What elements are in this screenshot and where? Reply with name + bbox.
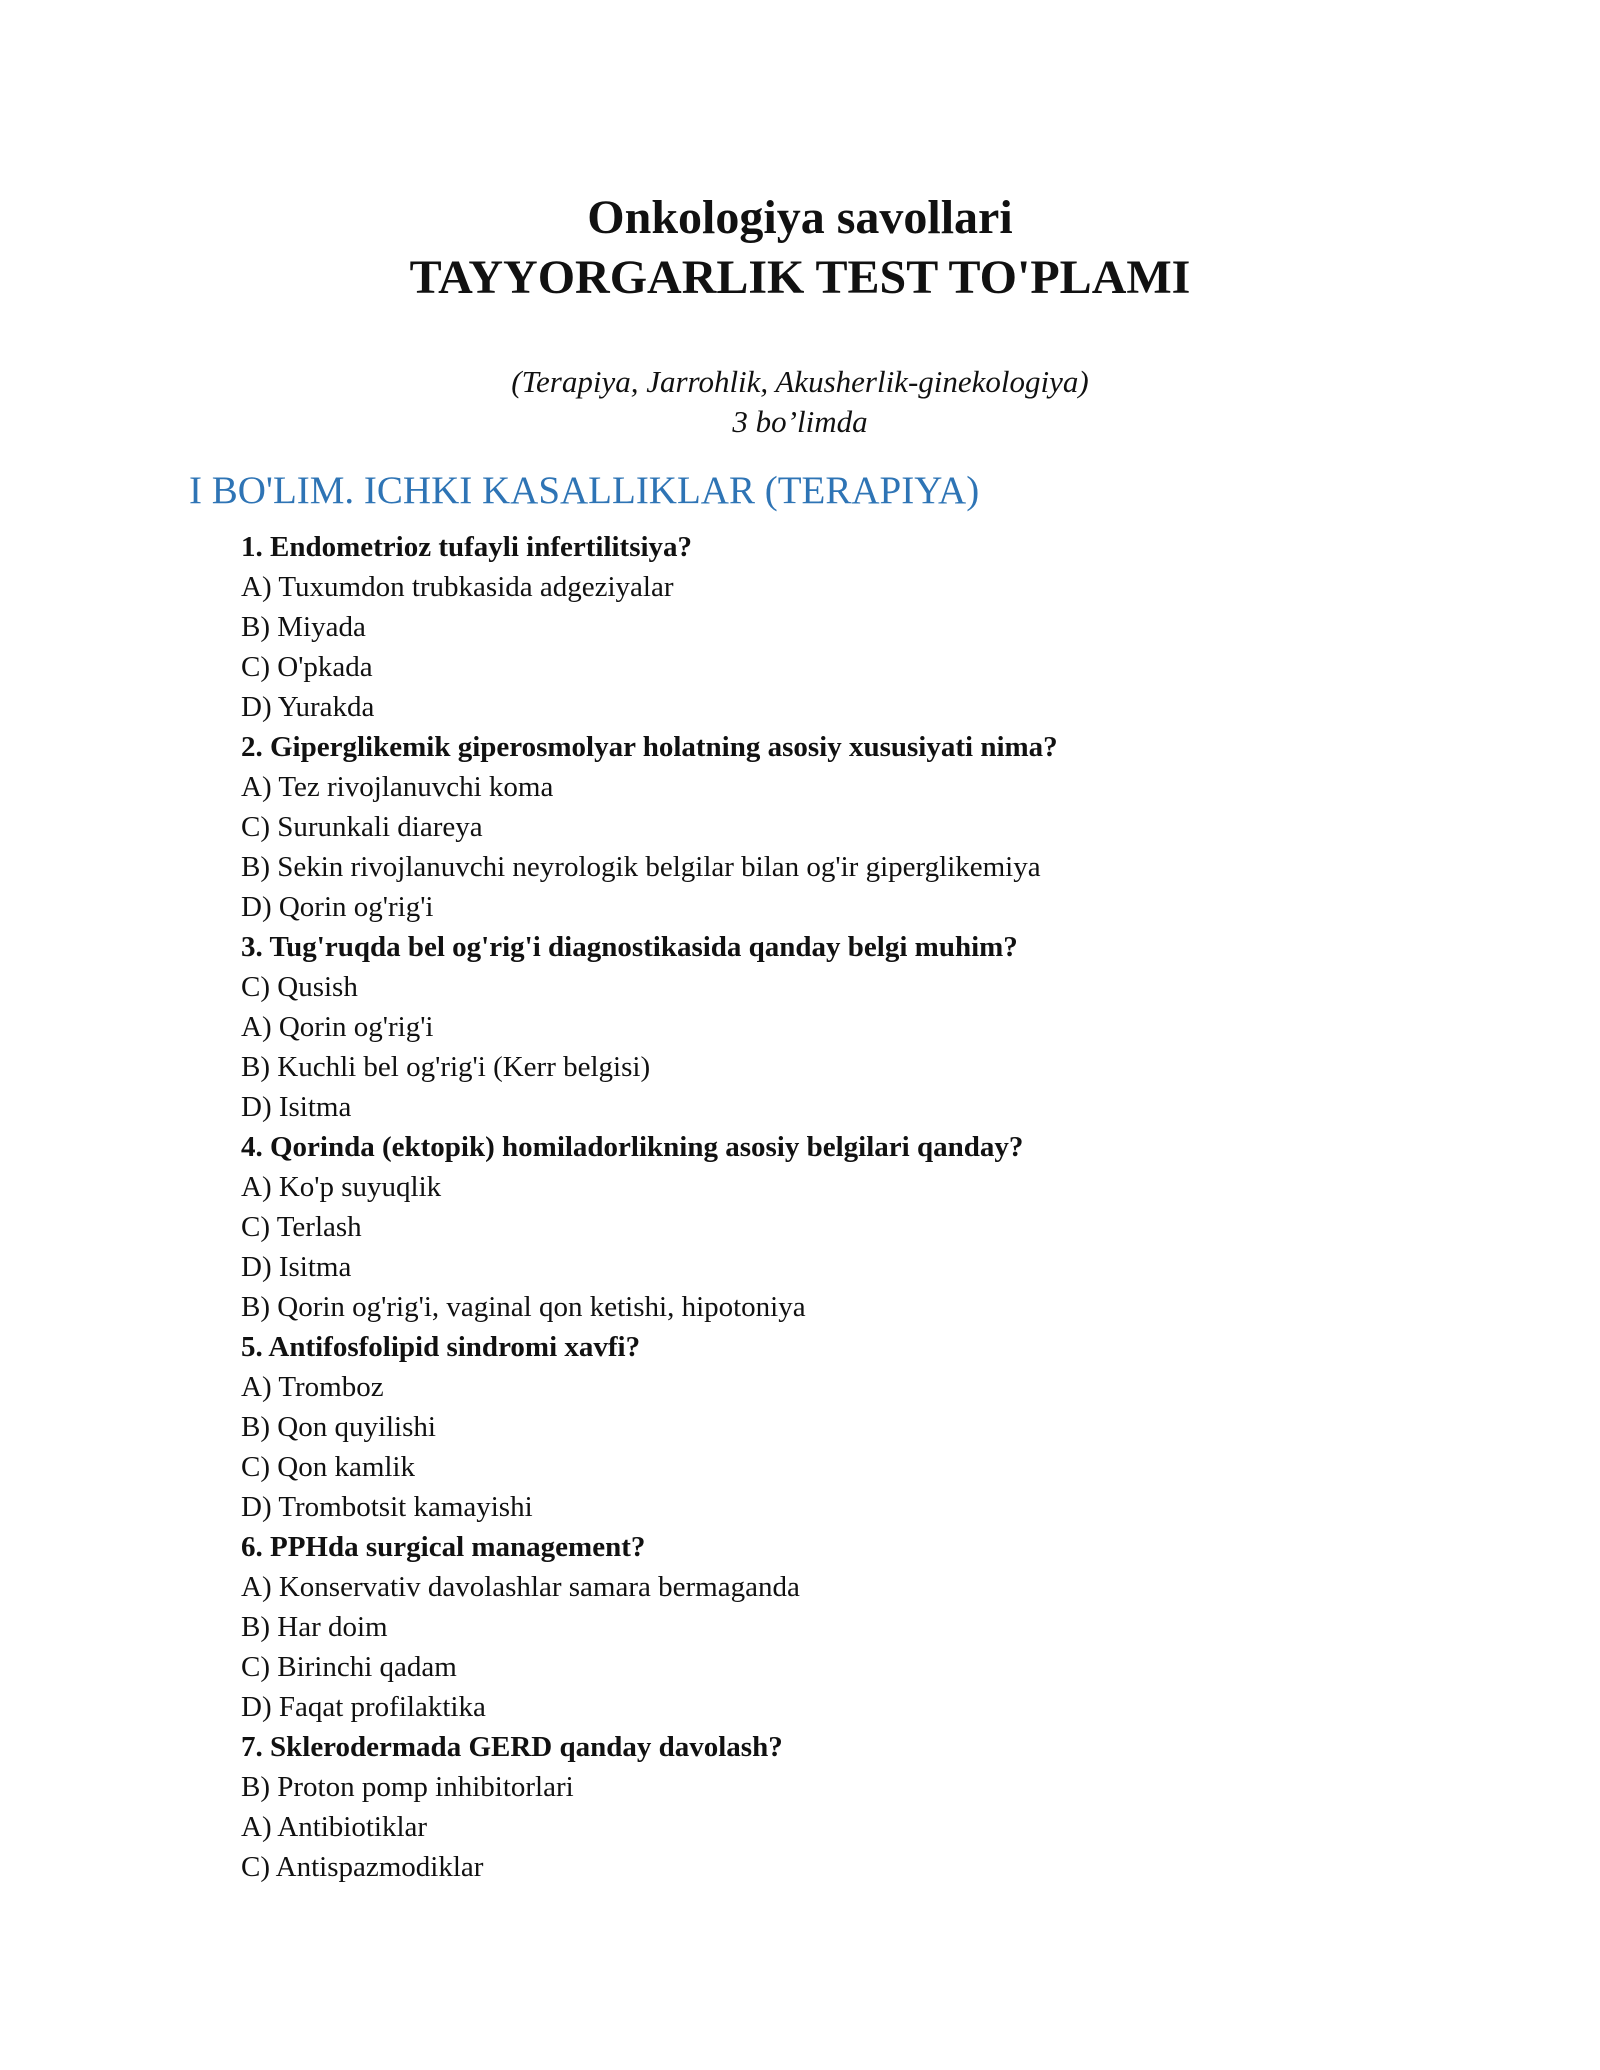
answer-option: D) Trombotsit kamayishi bbox=[241, 1491, 533, 1523]
answer-option: C) Birinchi qadam bbox=[241, 1651, 457, 1683]
answer-option: D) Isitma bbox=[241, 1251, 352, 1283]
question-title: 4. Qorinda (ektopik) homiladorlikning asosiy belgilari qanday? bbox=[241, 1131, 1024, 1163]
answer-option: A) Tez rivojlanuvchi koma bbox=[241, 771, 554, 803]
answer-option: C) Antispazmodiklar bbox=[241, 1851, 484, 1883]
answer-options bbox=[241, 1767, 1541, 1887]
answer-option: D) Isitma bbox=[241, 1091, 352, 1123]
answer-option: B) Miyada bbox=[241, 611, 366, 643]
question-item bbox=[241, 1727, 1541, 1887]
document-title-line-2: TAYYORGARLIK TEST TO'PLAMI bbox=[409, 251, 1191, 304]
subtitle-block bbox=[0, 362, 1600, 442]
answer-options bbox=[241, 1567, 1541, 1727]
question-title: 5. Antifosfolipid sindromi xavfi? bbox=[241, 1331, 641, 1363]
answer-option: B) Qon quyilishi bbox=[241, 1411, 436, 1443]
answer-option: C) Qon kamlik bbox=[241, 1451, 415, 1483]
answer-option: B) Qorin og'rig'i, vaginal qon ketishi, hipotoniya bbox=[241, 1291, 806, 1323]
subtitle-line-1: (Terapiya, Jarrohlik, Akusherlik-ginekologiya) bbox=[511, 364, 1089, 399]
answer-option: A) Tromboz bbox=[241, 1371, 384, 1403]
answer-option: A) Qorin og'rig'i bbox=[241, 1011, 434, 1043]
answer-options bbox=[241, 1367, 1541, 1527]
answer-option: B) Sekin rivojlanuvchi neyrologik belgilar bilan og'ir giperglikemiya bbox=[241, 851, 1041, 883]
answer-option: D) Qorin og'rig'i bbox=[241, 891, 434, 923]
document-title-line-1: Onkologiya savollari bbox=[587, 191, 1013, 244]
answer-options bbox=[241, 967, 1541, 1127]
answer-option: A) Konservativ davolashlar samara bermaganda bbox=[241, 1571, 800, 1603]
answer-option: D) Faqat profilaktika bbox=[241, 1691, 486, 1723]
question-title: 2. Giperglikemik giperosmolyar holatning asosiy xususiyati nima? bbox=[241, 731, 1058, 763]
answer-option: D) Yurakda bbox=[241, 691, 375, 723]
answer-option: A) Ko'p suyuqlik bbox=[241, 1171, 442, 1203]
question-item bbox=[241, 1127, 1541, 1327]
answer-option: A) Tuxumdon trubkasida adgeziyalar bbox=[241, 571, 674, 603]
answer-option: B) Har doim bbox=[241, 1611, 388, 1643]
answer-options bbox=[241, 767, 1541, 927]
question-list bbox=[241, 527, 1541, 1887]
answer-option: C) O'pkada bbox=[241, 651, 373, 683]
title-block bbox=[0, 188, 1600, 308]
question-item bbox=[241, 1327, 1541, 1527]
answer-option: A) Antibiotiklar bbox=[241, 1811, 428, 1843]
question-title: 3. Tug'ruqda bel og'rig'i diagnostikasida qanday belgi muhim? bbox=[241, 931, 1018, 963]
question-title: 1. Endometrioz tufayli infertilitsiya? bbox=[241, 531, 693, 563]
answer-option: B) Proton pomp inhibitorlari bbox=[241, 1771, 574, 1803]
subtitle-line-2: 3 bo’limda bbox=[732, 404, 868, 439]
question-item bbox=[241, 727, 1541, 927]
answer-option: C) Surunkali diareya bbox=[241, 811, 483, 843]
section-heading: I BO'LIM. ICHKI KASALLIKLAR (TERAPIYA) bbox=[189, 469, 980, 512]
answer-options bbox=[241, 1167, 1541, 1327]
answer-option: C) Qusish bbox=[241, 971, 358, 1003]
answer-options bbox=[241, 567, 1541, 727]
question-title: 6. PPHda surgical management? bbox=[241, 1531, 646, 1563]
question-item bbox=[241, 527, 1541, 727]
answer-option: B) Kuchli bel og'rig'i (Kerr belgisi) bbox=[241, 1051, 651, 1083]
question-item bbox=[241, 927, 1541, 1127]
question-title: 7. Sklerodermada GERD qanday davolash? bbox=[241, 1731, 783, 1763]
answer-option: C) Terlash bbox=[241, 1211, 362, 1243]
question-item bbox=[241, 1527, 1541, 1727]
